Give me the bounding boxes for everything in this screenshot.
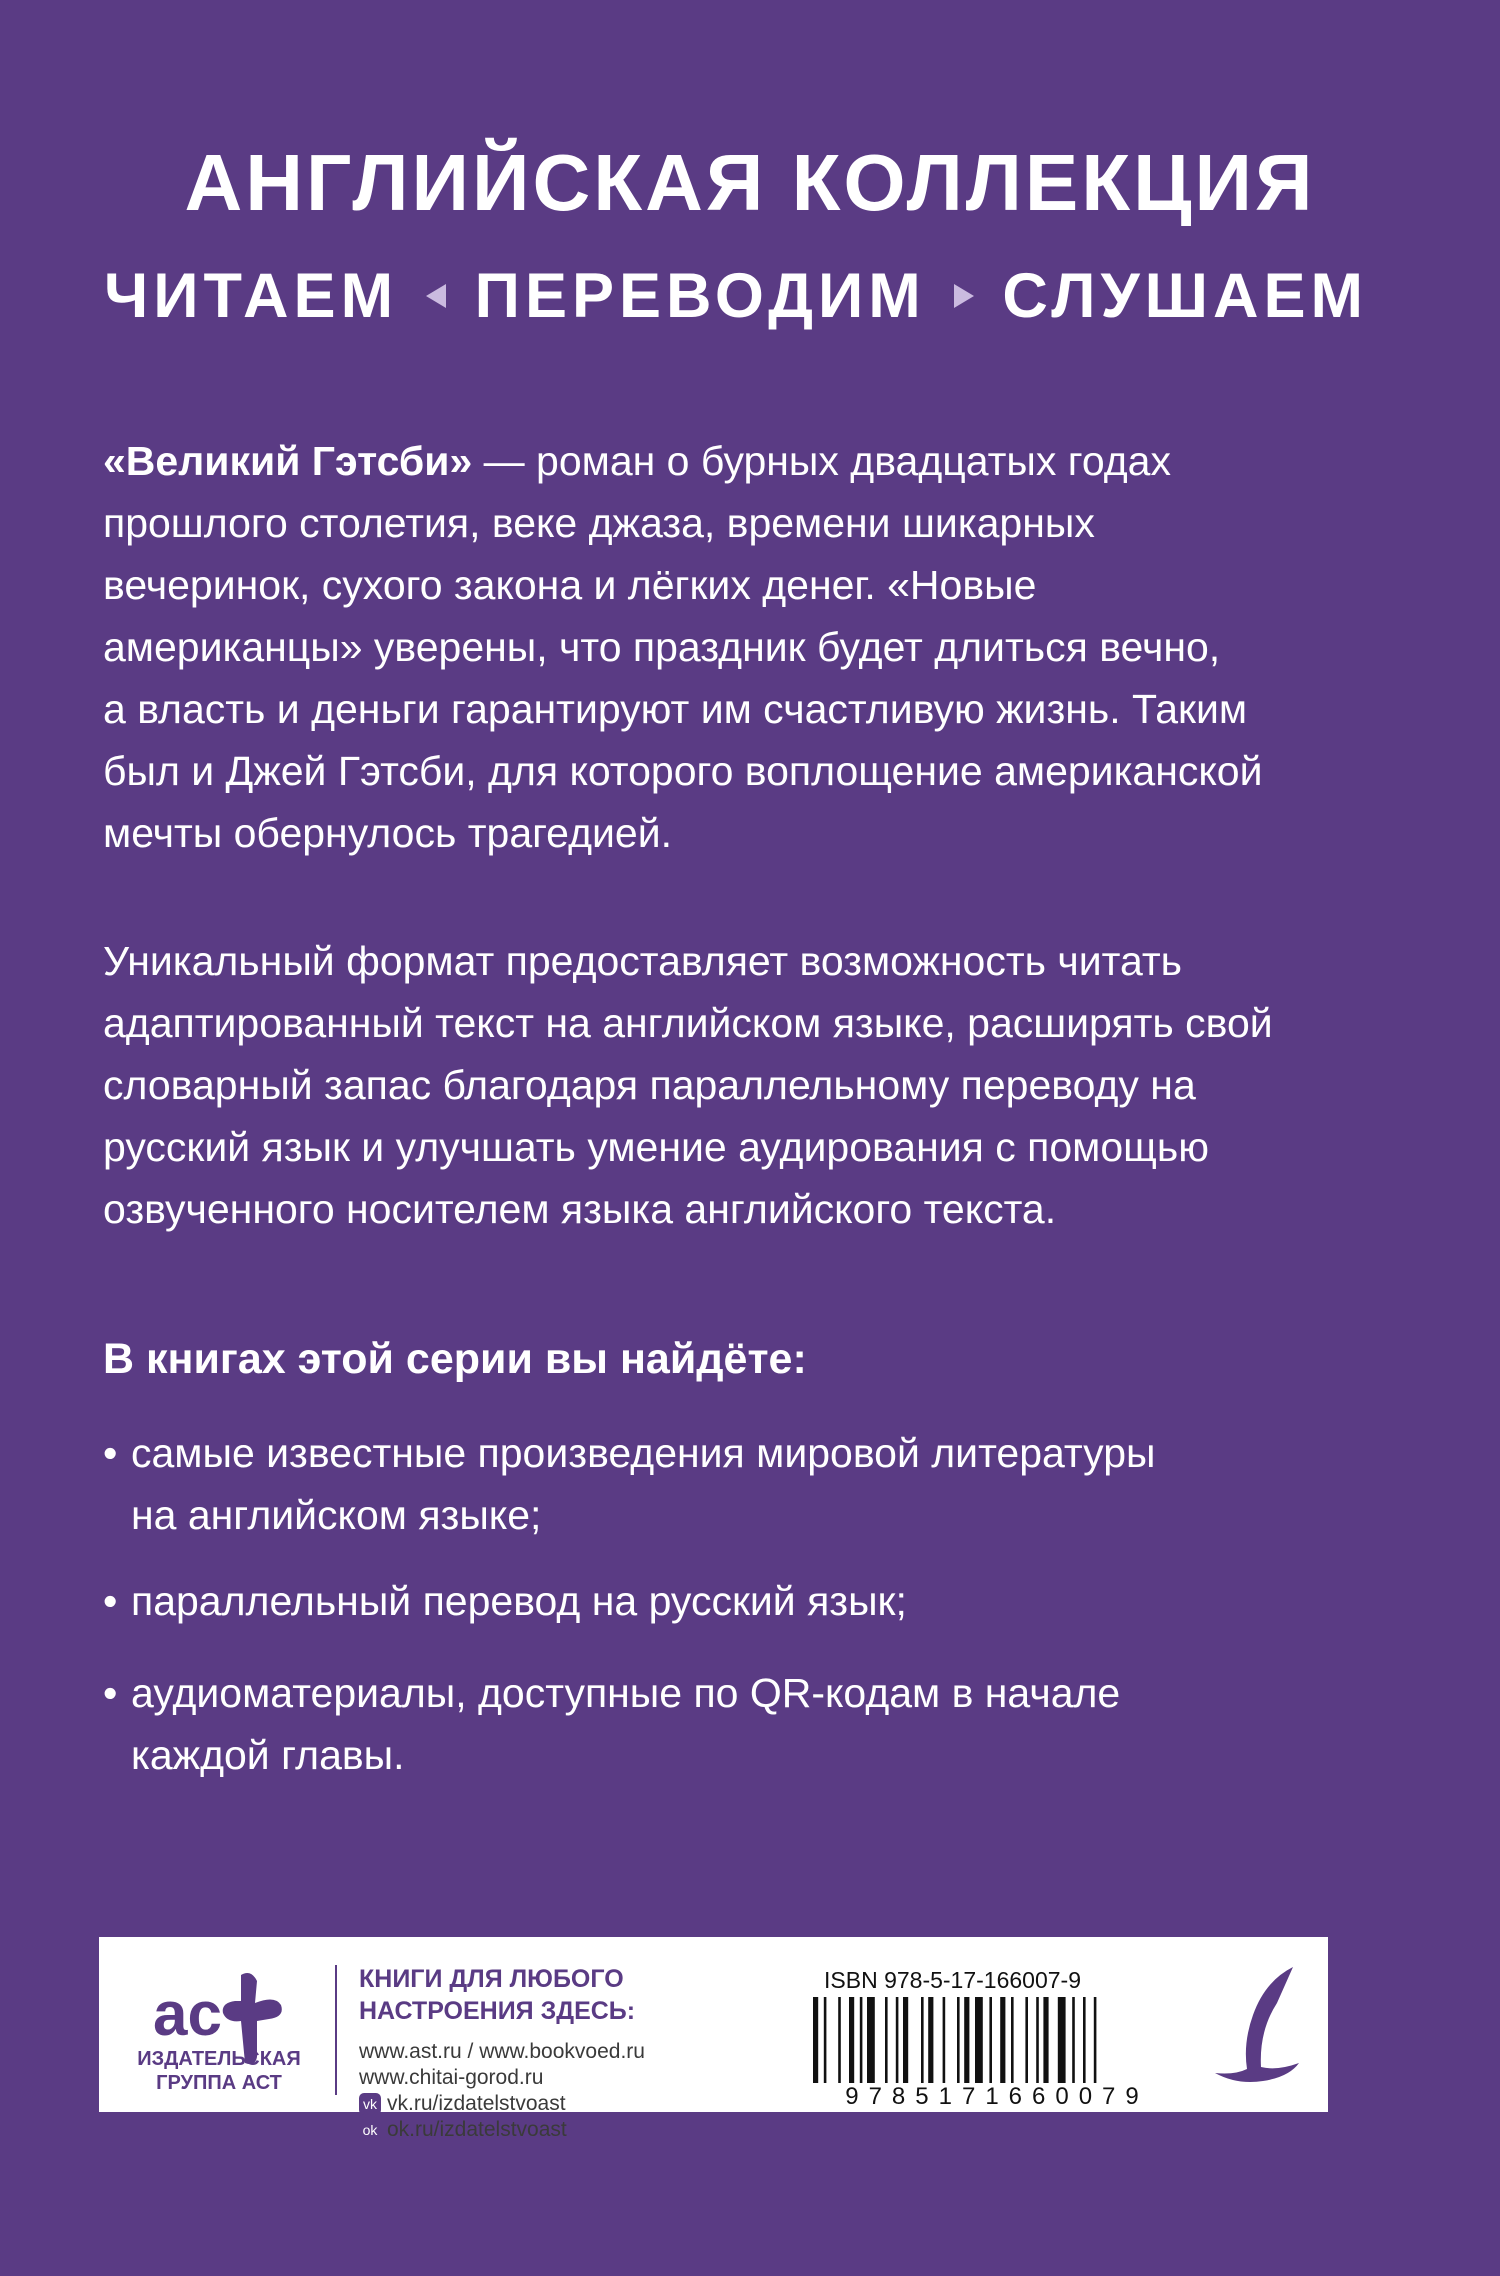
feature-line: каждой главы. [131,1732,405,1778]
bullet-icon: • [103,1578,118,1624]
barcode-digits: 9785171660079 [807,2083,1187,2111]
format-line: адаптированный текст на английском языке, расширять свой [103,1000,1273,1046]
description-line: — роман о бурных двадцатых годах [472,438,1171,484]
bullet-icon: • [103,1670,118,1716]
ok-icon: ok [359,2119,381,2141]
link-ast-bookvoed[interactable]: www.ast.ru / www.bookvoed.ru [359,2040,645,2063]
description-line: американцы» уверены, что праздник будет длиться вечно, [103,624,1221,670]
format-description [103,930,1403,1240]
description-line: был и Джей Гэтсби, для которого воплощение американской [103,748,1263,794]
triangle-right-icon [954,284,974,308]
promo-line: НАСТРОЕНИЯ ЗДЕСЬ: [359,1997,636,2025]
description-line: мечты обернулось трагедией. [103,810,672,856]
book-title: «Великий Гэтсби» [103,438,473,484]
feature-line: аудиоматериалы, доступные по QR-кодам в начале [131,1670,1121,1716]
vk-icon: vk [359,2093,381,2115]
book-description [103,430,1403,864]
description-line: прошлого столетия, веке джаза, времени шикарных [103,500,1095,546]
quill-icon [1181,1959,1321,2099]
link-vk[interactable]: vk.ru/izdatelstvoast [387,2092,566,2115]
feature-text [131,1422,1155,1546]
barcode-icon [807,1997,1187,2097]
feature-item [103,1422,1403,1546]
format-line: Уникальный формат предоставляет возможность читать [103,938,1183,984]
triangle-left-icon [426,284,446,308]
tagline-translate: ПЕРЕВОДИМ [474,261,926,331]
feature-text [131,1662,1120,1786]
logo-lettering: ac [153,1980,222,2049]
publisher-name [119,2047,319,2095]
link-chitai-gorod[interactable]: www.chitai-gorod.ru [359,2066,544,2089]
description-line: а власть и деньги гарантируют им счастливую жизнь. Таким [103,686,1248,732]
format-line: озвученного носителем языка английского текста. [103,1186,1057,1232]
tagline-listen: СЛУШАЕМ [1002,261,1368,331]
publisher-name-line: ГРУППА АСТ [156,2072,282,2094]
format-line: словарный запас благодаря параллельному переводу на [103,1062,1196,1108]
feature-item [103,1570,1403,1632]
link-ok[interactable]: ok.ru/izdatelstvoast [387,2118,567,2141]
bullet-icon: • [103,1430,118,1476]
publisher-links [359,2039,645,2143]
footer-divider [335,1965,337,2095]
feature-line: самые известные произведения мировой литературы [131,1430,1156,1476]
tagline-read: ЧИТАЕМ [104,261,399,331]
feature-line: на английском языке; [131,1492,542,1538]
series-title: АНГЛИЙСКАЯ КОЛЛЕКЦИЯ [184,138,1316,227]
isbn-label: ISBN 978-5-17-166007-9 [824,1967,1081,1993]
feature-line: параллельный перевод на русский язык; [131,1578,907,1624]
series-tagline [104,256,1368,336]
format-line: русский язык и улучшать умение аудирования с помощью [103,1124,1209,1170]
description-line: вечеринок, сухого закона и лёгких денег. «Новые [103,562,1037,608]
promo-line: КНИГИ ДЛЯ ЛЮБОГО [359,1965,624,1993]
feature-item [103,1662,1403,1786]
footer-panel [99,1937,1328,2141]
features-heading: В книгах этой серии вы найдёте: [103,1335,807,1383]
publisher-name-line: ИЗДАТЕЛЬСКАЯ [137,2048,301,2070]
promo-heading [359,1963,635,2027]
